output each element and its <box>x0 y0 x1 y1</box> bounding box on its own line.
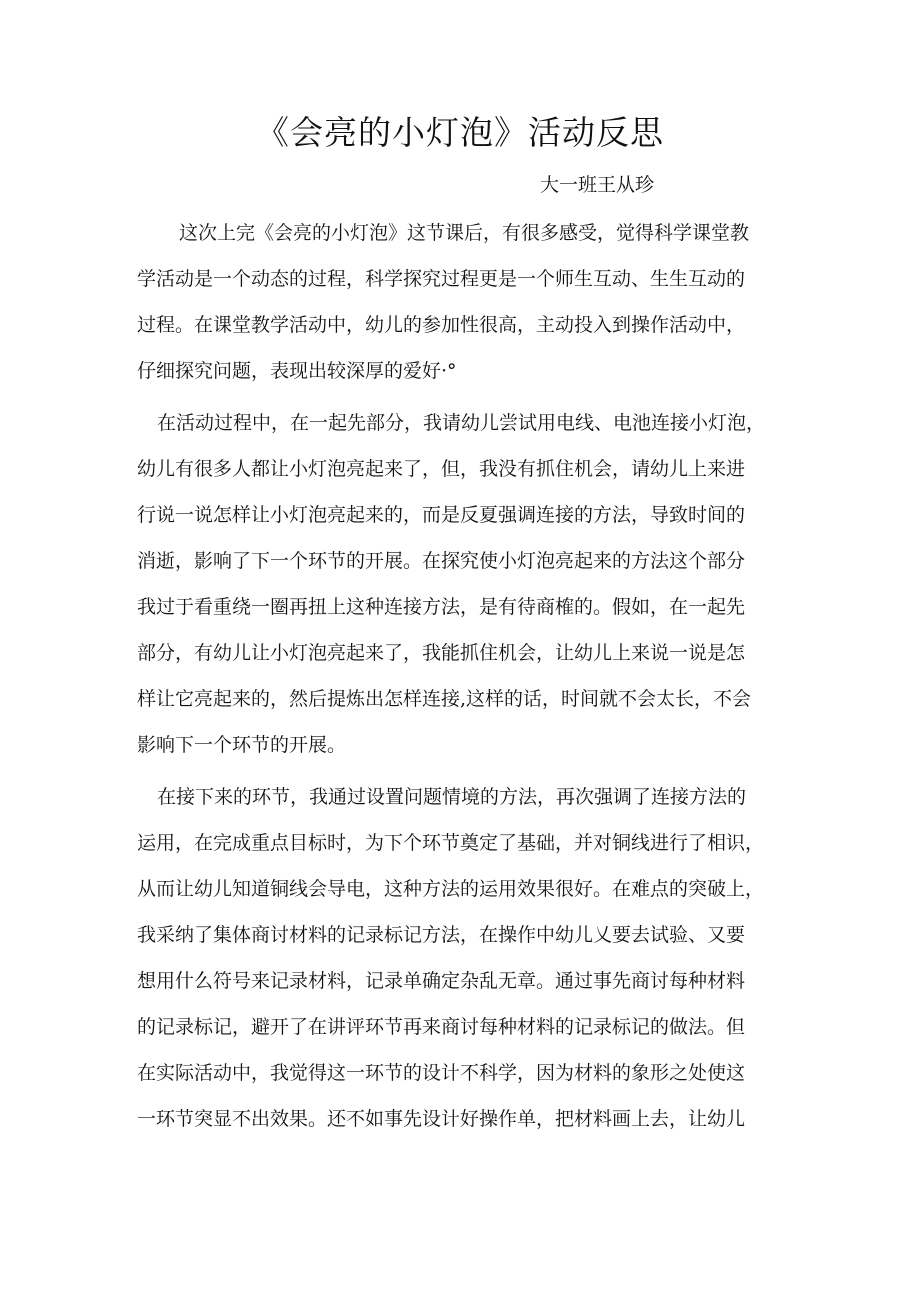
text-line: 在实际活动中，我觉得这一环节的设计不科学，因为材料的象形之处使这 <box>137 1062 746 1084</box>
document-author: 大一班王从珍 <box>540 174 655 196</box>
text-line: 影响下一个环节的开展。 <box>137 734 347 756</box>
paragraph-2 <box>137 400 793 768</box>
text-line: 想用什么符号来记录材料，记录单确定杂乱无章。通过事先商讨每种材料 <box>137 970 746 992</box>
text-line: 学活动是一个动态的过程，科学探究过程更是一个师生互动、生生互动的 <box>137 268 746 290</box>
text-line: 幼儿有很多人都让小灯泡亮起来了，但，我没有抓住机会，请幼儿上来进 <box>137 458 746 480</box>
text-line: 从而让幼儿知道铜线会导电，这种方法的运用效果很好。在难点的突破上， <box>137 878 765 900</box>
text-line: 样让它亮起来的，然后提炼出怎样连接,这样的话，时间就不会太长，不会 <box>137 688 752 710</box>
paragraph-1 <box>137 210 793 394</box>
text-line: 过程。在课堂教学活动中，幼儿的参加性很高，主动投入到操作活动中， <box>137 314 746 336</box>
text-line: 一环节突显不出效果。还不如事先设计好操作单，把材料画上去，让幼儿 <box>137 1108 746 1130</box>
text-line: 我采纳了集体商讨材料的记录标记方法，在操作中幼儿乂要去试验、又要 <box>137 924 746 946</box>
text-line: 运用，在完成重点目标时，为下个环节奠定了基础，并对铜线进行了相识， <box>137 832 765 854</box>
document-body <box>137 210 793 1142</box>
text-line: 的记录标记，避开了在讲评环节再来商讨每种材料的记录标记的做法。但 <box>137 1016 746 1038</box>
paragraph-3 <box>137 774 793 1142</box>
text-line: 这次上完《会亮的小灯泡》这节课后，有很多感受，觉得科学课堂教 <box>179 222 750 244</box>
text-line: 在活动过程中，在一起先部分，我请幼儿尝试用电线、电池连接小灯泡， <box>157 412 766 434</box>
document-title: 《会亮的小灯泡》活动反思 <box>256 113 664 152</box>
text-line: 我过于看重绕一圈再扭上这种连接方法，是有待商榷的。假如，在一起先 <box>137 596 746 618</box>
text-line: 部分，有幼儿让小灯泡亮起来了，我能抓住机会，让幼儿上来说一说是怎 <box>137 642 746 664</box>
text-line: 行说一说怎样让小灯泡亮起来的，而是反夏强调连接的方法，导致时间的 <box>137 504 746 526</box>
text-line: 在接下来的环节，我通过设置问题情境的方法，再次强调了连接方法的 <box>157 786 747 808</box>
text-line: 仔细探究问题，表现出较深厚的爱好·° <box>137 360 457 382</box>
text-line: 消逝，影响了下一个环节的开展。在探究使小灯泡亮起来的方法这个部分 <box>137 550 746 572</box>
